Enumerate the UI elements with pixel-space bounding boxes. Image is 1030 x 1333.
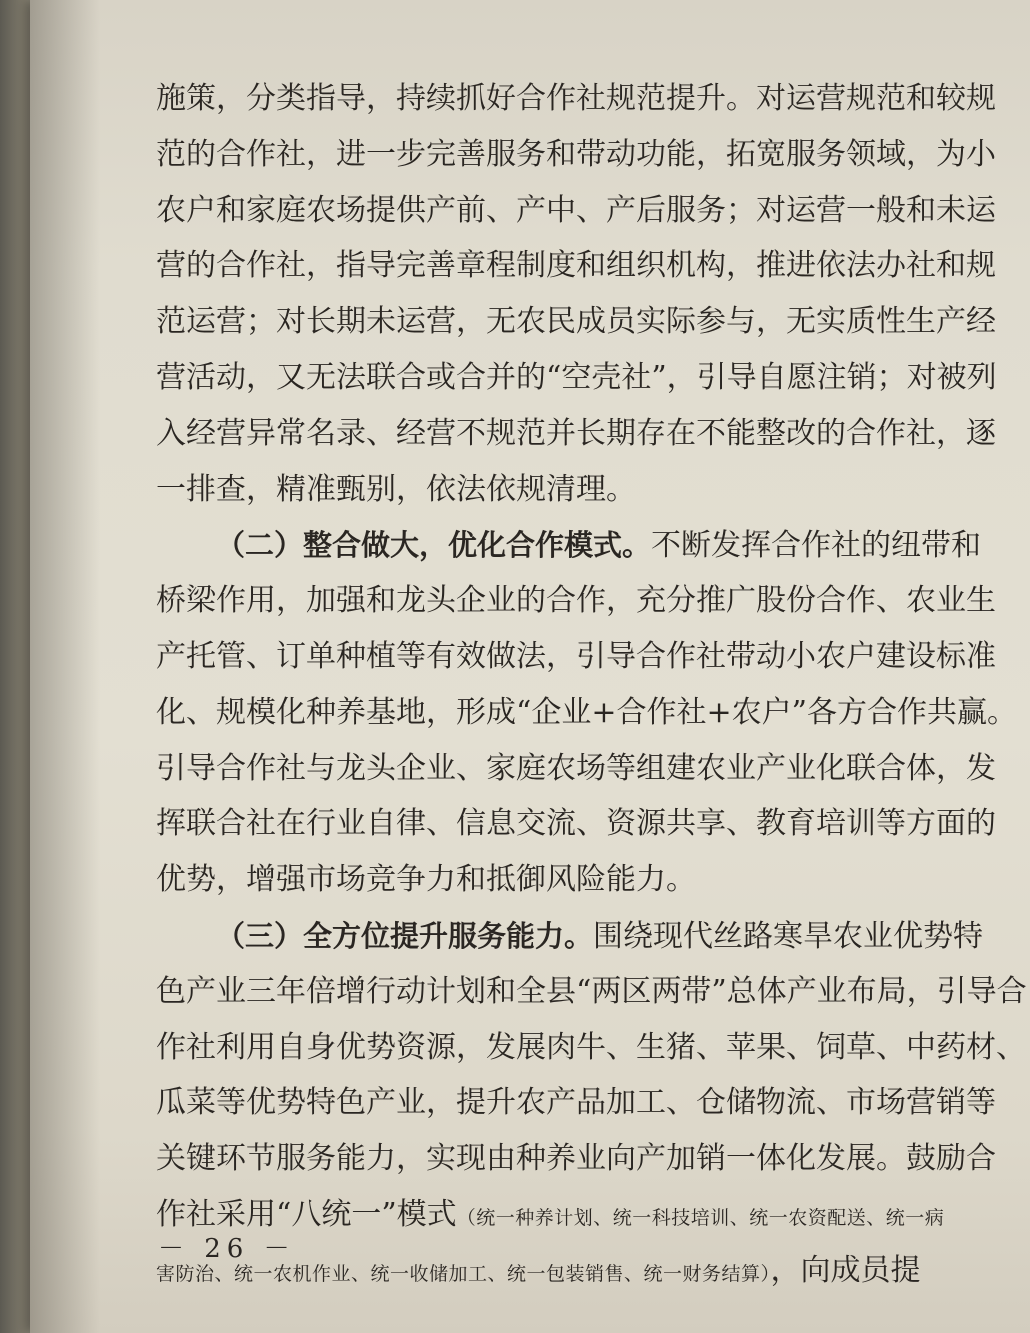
text-line: 产托管、订单种植等有效做法，引导合作社带动小农户建设标准 — [156, 638, 996, 674]
section-2-first-line — [156, 524, 982, 580]
page-number: － 26 － — [158, 1234, 296, 1264]
text-line: 优势，增强市场竞争力和抵御风险能力。 — [156, 862, 696, 898]
page-edge-shadow — [30, 0, 100, 1333]
text-line: 色产业三年倍增行动计划和全县“两区两带”总体产业布局，引导合 — [156, 973, 1027, 1009]
document-body — [156, 78, 1027, 1306]
text-line: 一排查，精准甄别，依法依规清理。 — [156, 471, 636, 507]
section-2-text: 不断发挥合作社的纽带和 — [651, 528, 982, 564]
text-line: 入经营异常名录、经营不规范并长期存在不能整改的合作社，逐 — [156, 415, 996, 451]
text-line: 关键环节服务能力，实现由种养业向产加销一体化发展。鼓励合 — [156, 1141, 996, 1177]
section-3-first-line — [156, 915, 984, 971]
text-main: 作社采用“八统一”模式 — [156, 1196, 457, 1232]
section-2-heading: （二）整合做大，优化合作模式。 — [216, 528, 652, 563]
section-3-heading: （三）全方位提升服务能力。 — [216, 918, 594, 953]
text-line: 营的合作社，指导完善章程制度和组织机构，推进依法办社和规 — [156, 248, 996, 284]
text-main: ，向成员提 — [770, 1252, 921, 1288]
text-parenthetical: 害防治、统一农机作业、统一收储加工、统一包装销售、统一财务结算） — [156, 1262, 771, 1285]
text-line: 引导合作社与龙头企业、家庭农场等组建农业产业化联合体，发 — [156, 750, 996, 786]
text-line: 瓜菜等优势特色产业，提升农产品加工、仓储物流、市场营销等 — [156, 1085, 996, 1121]
text-line: 范的合作社，进一步完善服务和带动功能，拓宽服务领域，为小 — [156, 136, 996, 172]
text-line: 农户和家庭农场提供产前、产中、产后服务；对运营一般和未运 — [156, 192, 996, 228]
text-line: 施策，分类指导，持续抓好合作社规范提升。对运营规范和较规 — [156, 81, 996, 116]
text-parenthetical: （统一种养计划、统一科技培训、统一农资配送、统一病 — [456, 1206, 945, 1229]
text-line: 化、规模化种养基地，形成“企业+合作社+农户”各方合作共赢。 — [156, 694, 1017, 730]
text-line: 桥梁作用，加强和龙头企业的合作，充分推广股份合作、农业生 — [156, 583, 996, 619]
text-line: 营活动，又无法联合或合并的“空壳社”，引导自愿注销；对被列 — [156, 359, 997, 395]
text-line: 范运营；对长期未运营，无农民成员实际参与，无实质性生产经 — [156, 304, 996, 340]
section-3-text: 围绕现代丝路寒旱农业优势特 — [593, 918, 984, 954]
text-line: 挥联合社在行业自律、信息交流、资源共享、教育培训等方面的 — [156, 806, 996, 842]
text-line: 作社利用自身优势资源，发展肉牛、生猪、苹果、饲草、中药材、 — [156, 1029, 1026, 1065]
